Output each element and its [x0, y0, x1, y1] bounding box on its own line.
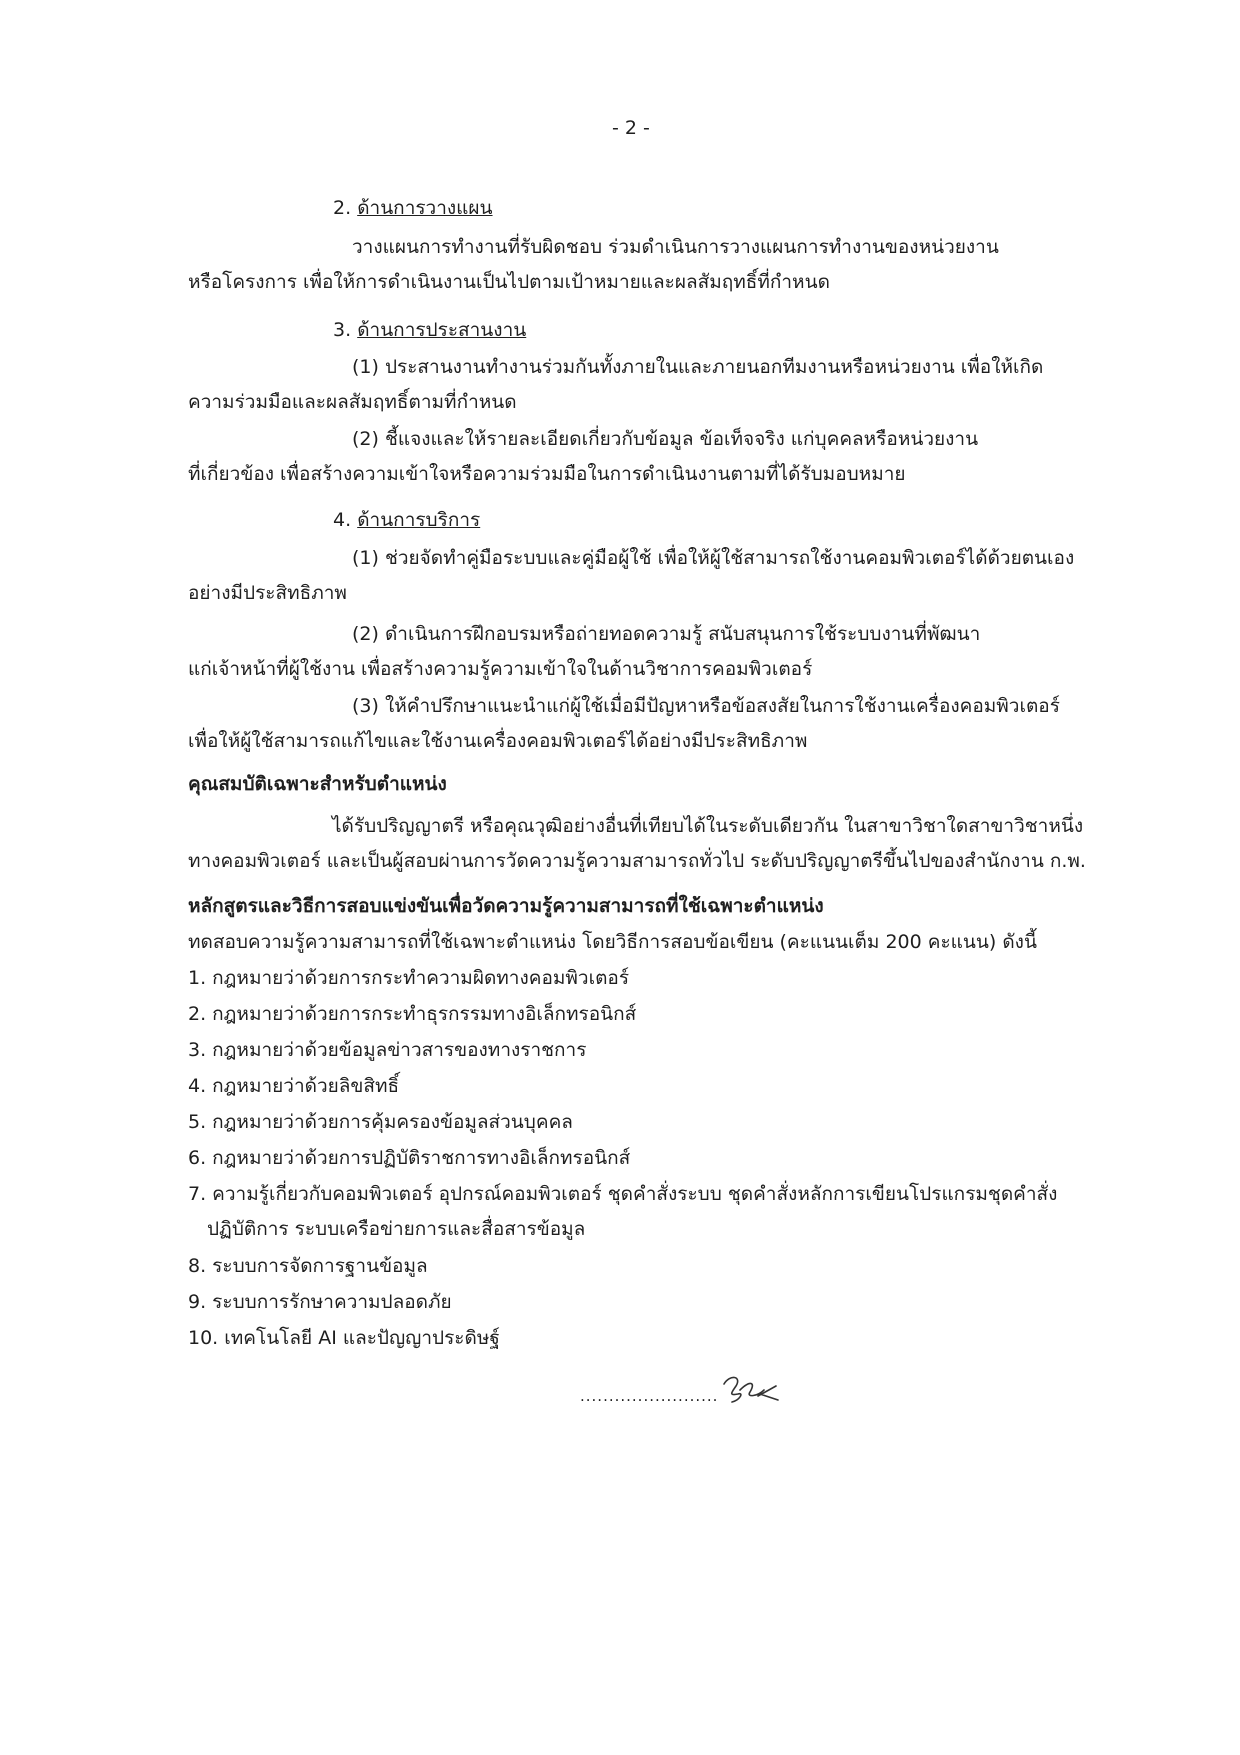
service-item-1-line-1: (1) ช่วยจัดทำคู่มือระบบและคู่มือผู้ใช้ เพื่อให้ผู้ใช้สามารถใช้งานคอมพิวเตอร์ได้ด้วยตนเอง [352, 547, 1075, 569]
service-item-2-line-1: (2) ดำเนินการฝึกอบรมหรือถ่ายทอดความรู้ สนับสนุนการใช้ระบบงานที่พัฒนา [352, 623, 981, 645]
coordination-heading-number: 3. [333, 319, 352, 341]
exam-item-10: 10. เทคโนโลยี AI และปัญญาประดิษฐ์ [188, 1327, 500, 1349]
service-heading-text: ด้านการบริการ [357, 509, 481, 531]
exam-item-7-line-1: 7. ความรู้เกี่ยวกับคอมพิวเตอร์ อุปกรณ์คอมพิวเตอร์ ชุดคำสั่งระบบ ชุดคำสั่งหลักการเขียนโปรแกรมชุดคำสั่ง [188, 1183, 1058, 1205]
exam-item-6: 6. กฎหมายว่าด้วยการปฏิบัติราชการทางอิเล็กทรอนิกส์ [188, 1147, 631, 1169]
exam-item-7-line-2: ปฏิบัติการ ระบบเครือข่ายการและสื่อสารข้อมูล [207, 1218, 586, 1240]
planning-heading [333, 196, 493, 220]
exam-item-1: 1. กฎหมายว่าด้วยการกระทำความผิดทางคอมพิวเตอร์ [188, 967, 630, 989]
exam-item-3: 3. กฎหมายว่าด้วยข้อมูลข่าวสารของทางราชการ [188, 1039, 587, 1061]
service-heading [333, 508, 480, 532]
service-item-3-line-2: เพื่อให้ผู้ใช้สามารถแก้ไขและใช้งานเครื่องคอมพิวเตอร์ได้อย่างมีประสิทธิภาพ [188, 730, 808, 752]
coordination-item-1-line-2: ความร่วมมือและผลสัมฤทธิ์ตามที่กำหนด [188, 391, 517, 413]
coordination-item-1-line-1: (1) ประสานงานทำงานร่วมกันทั้งภายในและภายนอกทีมงานหรือหน่วยงาน เพื่อให้เกิด [352, 356, 1044, 378]
exam-item-2: 2. กฎหมายว่าด้วยการกระทำธุรกรรมทางอิเล็กทรอนิกส์ [188, 1003, 637, 1025]
planning-line-2: หรือโครงการ เพื่อให้การดำเนินงานเป็นไปตามเป้าหมายและผลสัมฤทธิ์ที่กำหนด [188, 271, 830, 293]
service-item-2-line-2: แก่เจ้าหน้าที่ผู้ใช้งาน เพื่อสร้างความรู้ความเข้าใจในด้านวิชาการคอมพิวเตอร์ [188, 658, 813, 680]
signature-dotted-line: ........................ [580, 1387, 719, 1405]
service-heading-number: 4. [333, 509, 352, 531]
exam-intro: ทดสอบความรู้ความสามารถที่ใช้เฉพาะตำแหน่ง โดยวิธีการสอบข้อเขียน (คะแนนเต็ม 200 คะแนน) ดังนี้ [188, 931, 1037, 953]
service-item-1-line-2: อย่างมีประสิทธิภาพ [188, 582, 347, 604]
exam-item-8: 8. ระบบการจัดการฐานข้อมูล [188, 1255, 428, 1277]
coordination-heading [333, 318, 526, 342]
planning-heading-text: ด้านการวางแผน [357, 197, 493, 219]
coordination-item-2-line-1: (2) ชี้แจงและให้รายละเอียดเกี่ยวกับข้อมูล ข้อเท็จจริง แก่บุคคลหรือหน่วยงาน [352, 428, 979, 450]
exam-item-4: 4. กฎหมายว่าด้วยลิขสิทธิ์ [188, 1075, 400, 1097]
exam-item-5: 5. กฎหมายว่าด้วยการคุ้มครองข้อมูลส่วนบุคคล [188, 1111, 573, 1133]
qualifications-heading: คุณสมบัติเฉพาะสำหรับตำแหน่ง [188, 773, 447, 795]
page-number: - 2 - [612, 117, 650, 139]
planning-line-1: วางแผนการทำงานที่รับผิดชอบ ร่วมดำเนินการวางแผนการทำงานของหน่วยงาน [352, 236, 999, 258]
coordination-item-2-line-2: ที่เกี่ยวข้อง เพื่อสร้างความเข้าใจหรือความร่วมมือในการดำเนินงานตามที่ได้รับมอบหมาย [188, 463, 906, 485]
planning-heading-number: 2. [333, 197, 352, 219]
coordination-heading-text: ด้านการประสานงาน [357, 319, 527, 341]
qualifications-line-2: ทางคอมพิวเตอร์ และเป็นผู้สอบผ่านการวัดความรู้ความสามารถทั่วไป ระดับปริญญาตรีขึ้นไปของสำนักงาน ก.พ. [188, 850, 1086, 872]
signature-block [580, 1370, 780, 1406]
exam-item-9: 9. ระบบการรักษาความปลอดภัย [188, 1291, 452, 1313]
signature-mark-icon [720, 1370, 780, 1406]
service-item-3-line-1: (3) ให้คำปรึกษาแนะนำแก่ผู้ใช้เมื่อมีปัญหาหรือข้อสงสัยในการใช้งานเครื่องคอมพิวเตอร์ [352, 695, 1060, 717]
exam-heading: หลักสูตรและวิธีการสอบแข่งขันเพื่อวัดความรู้ความสามารถที่ใช้เฉพาะตำแหน่ง [188, 895, 824, 917]
qualifications-line-1: ได้รับปริญญาตรี หรือคุณวุฒิอย่างอื่นที่เทียบได้ในระดับเดียวกัน ในสาขาวิชาใดสาขาวิชาหนึ่ง [332, 815, 1084, 837]
